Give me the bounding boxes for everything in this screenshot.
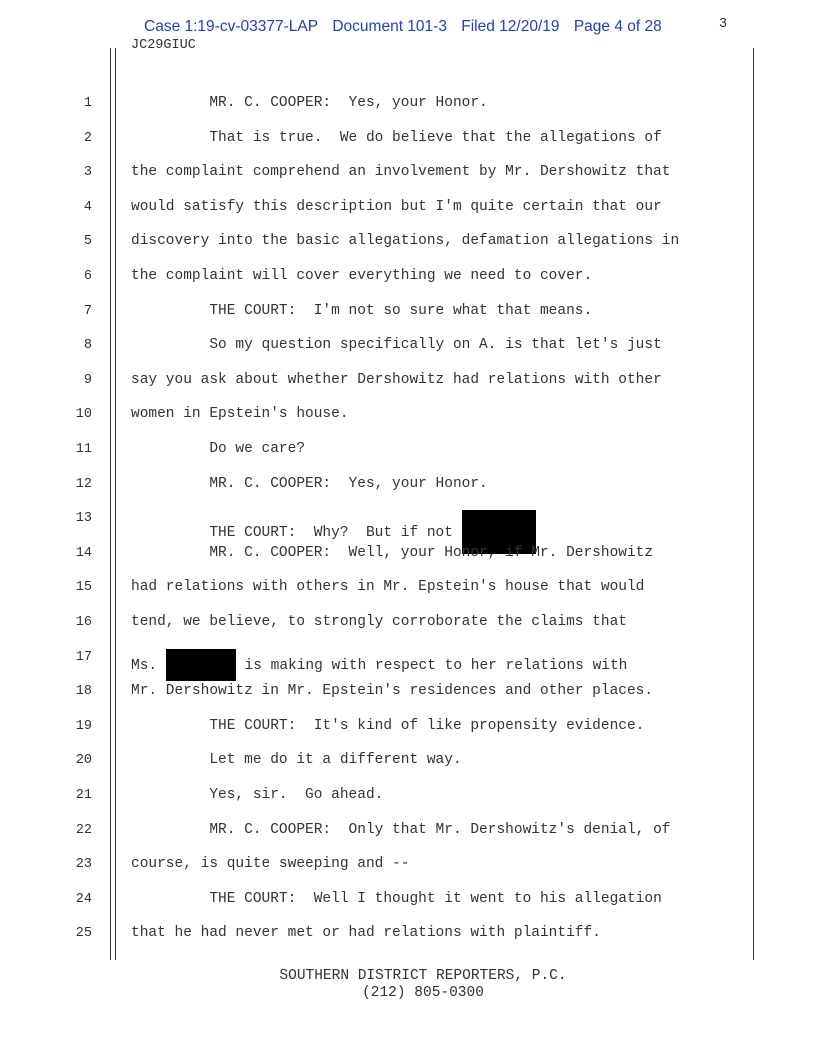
transcript-line	[131, 891, 662, 907]
line-text: the complaint comprehend an involvement by Mr. Dershowitz that	[131, 164, 671, 181]
line-text: tend, we believe, to strongly corroborate the claims that	[131, 614, 627, 630]
line-number: 15	[75, 580, 92, 596]
line-text: MR. C. COOPER: Only that Mr. Dershowitz's denial, of	[131, 821, 671, 838]
line-number: 4	[83, 199, 92, 215]
line-number: 11	[75, 442, 92, 457]
line-number: 19	[75, 718, 92, 734]
line-text: THE COURT: Well I thought it went to his allegation	[131, 890, 662, 907]
transcript-line	[131, 649, 627, 681]
line-number: 23	[75, 857, 92, 873]
line-text: THE COURT: Why? But if not	[131, 525, 462, 542]
line-text: women in Epstein's house.	[131, 406, 349, 423]
line-number: 24	[75, 891, 92, 907]
line-text: say you ask about whether Dershowitz had relations with other	[131, 371, 662, 388]
line-text: So my question specifically on A. is that let's just	[131, 337, 662, 354]
transcript-line	[131, 95, 488, 111]
line-text: THE COURT: It's kind of like propensity evidence.	[131, 717, 645, 734]
line-number: 6	[83, 269, 92, 284]
line-text: Mr. Dershowitz in Mr. Epstein's residences and other places.	[131, 683, 654, 700]
document-number: Document 101-3	[332, 18, 447, 35]
filed-date: Filed 12/20/19	[461, 18, 560, 35]
line-number: 3	[83, 165, 92, 181]
transcript-line	[131, 856, 409, 872]
line-text: would satisfy this description but I'm quite certain that our	[131, 198, 662, 215]
line-number: 8	[83, 338, 92, 354]
transcript-line	[131, 337, 662, 353]
transcript-line	[131, 579, 644, 595]
transcript-line	[131, 925, 601, 941]
line-text: That is true. We do believe that the allegations of	[131, 129, 662, 146]
line-number: 18	[75, 684, 92, 700]
line-text: that he had never met or had relations with plaintiff.	[131, 925, 601, 942]
transcript-line	[131, 233, 679, 249]
transcript-line	[131, 476, 488, 492]
line-number: 22	[75, 822, 92, 838]
line-number: 12	[75, 476, 92, 492]
line-number: 7	[83, 303, 92, 319]
left-margin-rule-outer	[110, 48, 111, 960]
line-number: 1	[83, 96, 92, 111]
transcript-page-number: 3	[719, 17, 728, 32]
case-header	[144, 18, 672, 36]
transcript-line	[131, 545, 653, 561]
transcript-line	[131, 718, 644, 734]
redaction-box	[166, 649, 236, 681]
line-number: 25	[75, 926, 92, 942]
transcript-line	[131, 752, 462, 768]
line-text-after-redaction: is making with respect to her relations with	[235, 657, 628, 674]
line-text: THE COURT: I'm not so sure what that means.	[131, 302, 593, 319]
line-number: 21	[75, 788, 92, 803]
line-text: course, is quite sweeping and --	[131, 856, 410, 873]
page-of-total: Page 4 of 28	[573, 18, 662, 35]
line-number: 10	[75, 407, 92, 423]
transcript-line	[131, 268, 592, 284]
reporter-phone: (212) 805-0300	[362, 985, 484, 1001]
line-text: Let me do it a different way.	[131, 752, 462, 769]
reporter-name: SOUTHERN DISTRICT REPORTERS, P.C.	[279, 968, 567, 984]
transcript-line	[131, 372, 662, 388]
line-text: MR. C. COOPER: Well, your Honor, if Mr. Dershowitz	[131, 544, 654, 561]
transcript-line	[131, 683, 653, 699]
line-text: the complaint will cover everything we need to cover.	[131, 268, 593, 284]
line-text: Do we care?	[131, 441, 306, 457]
line-text: Ms.	[131, 657, 166, 674]
case-number: Case 1:19-cv-03377-LAP	[144, 18, 319, 35]
line-text: Yes, sir. Go ahead.	[131, 787, 384, 803]
transcript-line	[131, 787, 383, 803]
line-text: had relations with others in Mr. Epstein's house that would	[131, 579, 645, 596]
line-number: 13	[75, 511, 92, 527]
transcript-line	[131, 822, 671, 838]
line-text: MR. C. COOPER: Yes, your Honor.	[131, 95, 488, 111]
transcript-line	[131, 199, 662, 215]
page-footer	[0, 968, 816, 1002]
line-number: 17	[75, 649, 92, 665]
line-number: 2	[83, 130, 92, 146]
line-number: 16	[75, 615, 92, 630]
case-code: JC29GIUC	[131, 38, 196, 53]
right-margin-rule	[753, 48, 754, 960]
transcript-line	[131, 130, 662, 146]
transcript-line	[131, 406, 349, 422]
line-number: 5	[83, 234, 92, 250]
transcript-line	[131, 614, 627, 630]
line-text: MR. C. COOPER: Yes, your Honor.	[131, 475, 488, 492]
line-number: 14	[75, 545, 92, 561]
line-number: 20	[75, 753, 92, 769]
transcript-line	[131, 303, 592, 319]
transcript-line	[131, 441, 305, 457]
transcript-line	[131, 164, 671, 180]
left-margin-rule-inner	[115, 48, 116, 960]
line-number: 9	[83, 372, 92, 388]
line-text: discovery into the basic allegations, defamation allegations in	[131, 233, 680, 250]
